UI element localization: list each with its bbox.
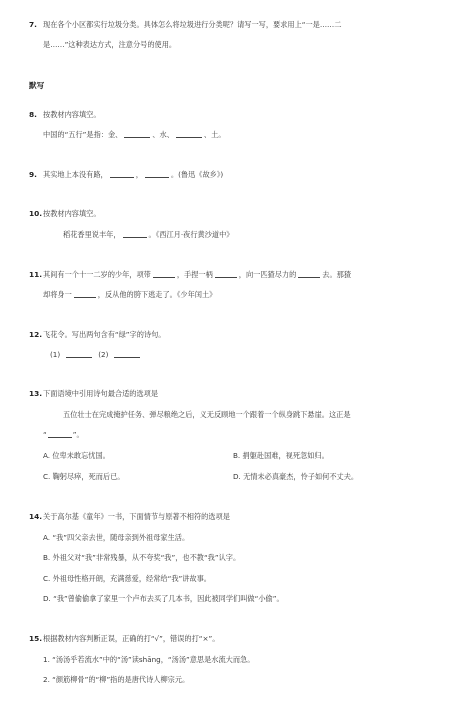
option-c[interactable]: C. 外祖母性格开朗，充满慈爱，经常给“我”讲故事。 [43,574,211,583]
question-text-line-1: 现在各个小区都实行垃圾分类。具体怎么将垃圾进行分类呢？请写一写，要求用上“一是……二 [43,20,342,29]
fill-text: ”。 [72,430,84,439]
fill-line [43,170,223,180]
option-d[interactable]: D. 无情未必真豪杰，怜子如何不丈夫。 [233,472,359,481]
option-d[interactable]: D. “我”曾偷偷拿了家里一个卢布去买了几本书，因此被同学们叫做“小偷”。 [43,594,284,603]
answer-blank[interactable] [176,130,202,138]
answer-blank[interactable] [48,430,72,438]
question-stem: 根据教材内容判断正误，正确的打“√”，错误的打“×”。 [43,634,220,643]
fill-text: 却将身一 [43,290,72,299]
fill-text: 。《西江月·夜行黄沙道中》 [148,230,234,239]
question-number: 12. [29,330,43,339]
fill-line [43,430,84,440]
option-a[interactable]: A. “我”四父亲去世，随母亲到外祖母家生活。 [43,533,190,542]
fill-line [43,270,351,280]
fill-text: ， [135,170,143,179]
fill-text: ，手捏一柄 [176,270,213,279]
question-stem: 按教材内容填空。 [43,110,101,119]
fill-text: 其间有一个十一二岁的少年，项带 [43,270,151,279]
fill-line [43,130,225,140]
question-number: 13. [29,389,43,398]
option-b[interactable]: B. 捐躯赴国难，视死忽如归。 [233,451,329,460]
option-a[interactable]: A. 位卑未敢忘忧国。 [43,451,110,460]
question-stem: 按教材内容填空。 [43,209,101,218]
answer-blank[interactable] [123,230,147,238]
question-number: 10. [29,209,43,218]
fill-text: ，向一匹猹尽力的 [238,270,297,279]
item-label: (2) [98,350,109,359]
question-stem: 关于高尔基《童年》一书，下面情节与原著不相符的选项是 [43,512,230,521]
judgement-item: 1. “汤汤乎若流水”中的“汤”读shāng，“汤汤”意思是水流大而急。 [43,655,255,664]
fill-text: 其实地上本没有路， [43,170,108,179]
question-number: 8. [29,110,37,119]
question-number: 14. [29,512,43,521]
question-number: 9. [29,170,37,179]
fill-text: 。(鲁迅《故乡》) [170,170,224,179]
fill-line [50,350,146,360]
answer-blank[interactable] [114,350,140,358]
item-label: (1) [50,350,61,359]
fill-text: 中国的“五行”是指：金、 [43,130,123,139]
answer-blank[interactable] [153,270,175,278]
judgement-item: 2. “颜筋柳骨”的“柳”指的是唐代诗人柳宗元。 [43,675,190,684]
answer-blank[interactable] [298,270,320,278]
fill-text: ，反从他的胯下逃走了。《少年闰土》 [97,290,217,299]
question-number: 15. [29,634,43,643]
fill-text: 、土。 [203,130,226,139]
fill-line [43,290,216,300]
answer-blank[interactable] [145,170,169,178]
question-text-line-2: 是……”这种表达方式，注意分号的使用。 [43,40,177,49]
option-c[interactable]: C. 鞠躬尽瘁，死而后已。 [43,472,125,481]
answer-blank[interactable] [66,350,92,358]
option-b[interactable]: B. 外祖父对“我”非常残暴，从不夸奖“我”，也不教“我”认字。 [43,553,241,562]
question-number: 7. [29,20,37,29]
fill-text: 稻花香里说丰年， [63,230,121,239]
fill-text: 去。那猹 [322,270,352,279]
answer-blank[interactable] [110,170,134,178]
fill-line [63,230,233,240]
fill-text: “ [43,430,47,439]
answer-blank[interactable] [124,130,150,138]
question-stem: 下面语境中引用诗句最合适的选项是 [43,389,159,398]
answer-blank[interactable] [215,270,237,278]
section-title: 默写 [29,81,45,90]
fill-text: 、水、 [152,130,174,139]
question-number: 11. [29,270,43,279]
passage-text: 五位壮士在完成掩护任务、弹尽粮绝之后，义无反顾地一个跟着一个纵身跳下悬崖。这正是 [63,410,351,419]
answer-blank[interactable] [74,290,96,298]
question-stem: 飞花令。写出两句含有“绿”字的诗句。 [43,330,166,339]
